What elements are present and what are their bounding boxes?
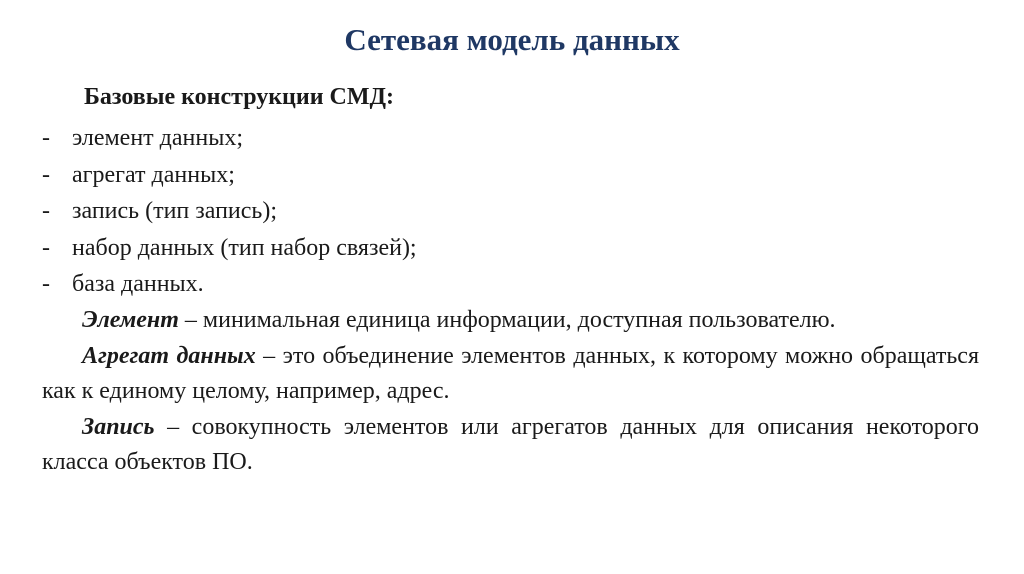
definition-paragraph: [42, 339, 979, 410]
list-item-text: элемент данных;: [72, 125, 244, 151]
definition-text: – это объединение элементов данных, к которому можно обращаться как к единому целому, например, адрес.: [42, 342, 979, 404]
definition-term: Агрегат данных: [82, 342, 256, 369]
list-item: [42, 230, 417, 267]
definition-text: – минимальная единица информации, доступная пользователю.: [178, 307, 836, 333]
list-item: [42, 193, 417, 230]
definition-term: Запись: [82, 413, 155, 440]
list-item-text: агрегат данных;: [72, 161, 235, 188]
definition-paragraph: [42, 303, 979, 339]
list-item-text: набор данных (тип набор связей);: [72, 234, 417, 261]
list-item: [42, 157, 417, 194]
definition-paragraph: [42, 410, 979, 481]
list-marker: -: [42, 125, 50, 151]
list-marker: -: [42, 271, 50, 297]
list-marker: -: [42, 198, 50, 224]
list-marker: -: [42, 161, 50, 188]
list-marker: -: [42, 234, 50, 261]
list-item-text: база данных.: [72, 271, 204, 297]
list-item: [42, 120, 417, 157]
section-heading: Базовые конструкции СМД:: [84, 84, 395, 110]
constructs-list: [42, 120, 417, 303]
list-item-text: запись (тип запись);: [72, 198, 278, 224]
slide-title: Сетевая модель данных: [344, 22, 680, 57]
list-item: [42, 266, 417, 303]
definitions: [42, 303, 979, 481]
definition-text: – совокупность элементов или агрегатов данных для описания некоторого класса объектов ПО.: [42, 413, 979, 475]
definition-term: Элемент: [82, 307, 179, 333]
